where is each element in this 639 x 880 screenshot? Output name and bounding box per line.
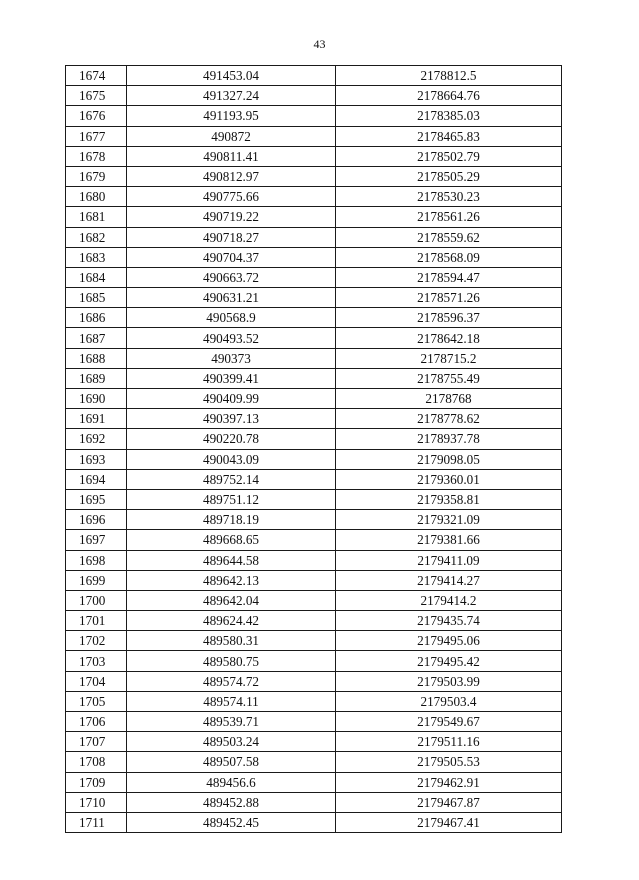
x-coordinate-cell: 489751.12 bbox=[127, 489, 336, 509]
table-row bbox=[66, 288, 562, 308]
y-coordinate-cell: 2179414.2 bbox=[336, 590, 562, 610]
x-coordinate-cell: 489452.88 bbox=[127, 792, 336, 812]
point-number-cell: 1689 bbox=[66, 368, 127, 388]
y-coordinate-cell: 2178568.09 bbox=[336, 247, 562, 267]
y-coordinate-cell: 2179098.05 bbox=[336, 449, 562, 469]
x-coordinate-cell: 490812.97 bbox=[127, 166, 336, 186]
x-coordinate-cell: 489580.75 bbox=[127, 651, 336, 671]
point-number-cell: 1675 bbox=[66, 86, 127, 106]
y-coordinate-cell: 2179511.16 bbox=[336, 732, 562, 752]
x-coordinate-cell: 490775.66 bbox=[127, 187, 336, 207]
table-row bbox=[66, 812, 562, 832]
table-row bbox=[66, 227, 562, 247]
x-coordinate-cell: 491193.95 bbox=[127, 106, 336, 126]
point-number-cell: 1698 bbox=[66, 550, 127, 570]
point-number-cell: 1681 bbox=[66, 207, 127, 227]
y-coordinate-cell: 2178505.29 bbox=[336, 166, 562, 186]
x-coordinate-cell: 489452.45 bbox=[127, 812, 336, 832]
table-row bbox=[66, 691, 562, 711]
y-coordinate-cell: 2179467.41 bbox=[336, 812, 562, 832]
table-row bbox=[66, 611, 562, 631]
y-coordinate-cell: 2179503.99 bbox=[336, 671, 562, 691]
table-row bbox=[66, 247, 562, 267]
x-coordinate-cell: 489574.72 bbox=[127, 671, 336, 691]
table-row bbox=[66, 146, 562, 166]
y-coordinate-cell: 2179467.87 bbox=[336, 792, 562, 812]
y-coordinate-cell: 2178571.26 bbox=[336, 288, 562, 308]
table-row bbox=[66, 732, 562, 752]
y-coordinate-cell: 2179549.67 bbox=[336, 712, 562, 732]
point-number-cell: 1702 bbox=[66, 631, 127, 651]
table-row bbox=[66, 671, 562, 691]
point-number-cell: 1683 bbox=[66, 247, 127, 267]
x-coordinate-cell: 491453.04 bbox=[127, 66, 336, 86]
x-coordinate-cell: 490872 bbox=[127, 126, 336, 146]
y-coordinate-cell: 2179358.81 bbox=[336, 489, 562, 509]
x-coordinate-cell: 489752.14 bbox=[127, 469, 336, 489]
x-coordinate-cell: 489503.24 bbox=[127, 732, 336, 752]
point-number-cell: 1679 bbox=[66, 166, 127, 186]
y-coordinate-cell: 2179505.53 bbox=[336, 752, 562, 772]
y-coordinate-cell: 2178559.62 bbox=[336, 227, 562, 247]
table-row bbox=[66, 207, 562, 227]
point-number-cell: 1674 bbox=[66, 66, 127, 86]
y-coordinate-cell: 2178812.5 bbox=[336, 66, 562, 86]
table-row bbox=[66, 106, 562, 126]
point-number-cell: 1704 bbox=[66, 671, 127, 691]
point-number-cell: 1694 bbox=[66, 469, 127, 489]
page-number: 43 bbox=[313, 37, 326, 51]
point-number-cell: 1677 bbox=[66, 126, 127, 146]
point-number-cell: 1695 bbox=[66, 489, 127, 509]
point-number-cell: 1678 bbox=[66, 146, 127, 166]
table-row bbox=[66, 187, 562, 207]
y-coordinate-cell: 2178502.79 bbox=[336, 146, 562, 166]
x-coordinate-cell: 490409.99 bbox=[127, 389, 336, 409]
point-number-cell: 1708 bbox=[66, 752, 127, 772]
point-number-cell: 1688 bbox=[66, 348, 127, 368]
y-coordinate-cell: 2178937.78 bbox=[336, 429, 562, 449]
table-row bbox=[66, 449, 562, 469]
point-number-cell: 1691 bbox=[66, 409, 127, 429]
x-coordinate-cell: 490397.13 bbox=[127, 409, 336, 429]
point-number-cell: 1706 bbox=[66, 712, 127, 732]
table-row bbox=[66, 510, 562, 530]
table-row bbox=[66, 631, 562, 651]
table-row bbox=[66, 328, 562, 348]
table-row bbox=[66, 590, 562, 610]
y-coordinate-cell: 2178664.76 bbox=[336, 86, 562, 106]
y-coordinate-cell: 2178385.03 bbox=[336, 106, 562, 126]
y-coordinate-cell: 2178596.37 bbox=[336, 308, 562, 328]
x-coordinate-cell: 490631.21 bbox=[127, 288, 336, 308]
table-row bbox=[66, 267, 562, 287]
x-coordinate-cell: 490718.27 bbox=[127, 227, 336, 247]
table-row bbox=[66, 530, 562, 550]
table-row bbox=[66, 86, 562, 106]
table-row bbox=[66, 368, 562, 388]
x-coordinate-cell: 490399.41 bbox=[127, 368, 336, 388]
table-row bbox=[66, 772, 562, 792]
point-number-cell: 1710 bbox=[66, 792, 127, 812]
table-row bbox=[66, 429, 562, 449]
y-coordinate-cell: 2178642.18 bbox=[336, 328, 562, 348]
x-coordinate-cell: 490043.09 bbox=[127, 449, 336, 469]
table-row bbox=[66, 489, 562, 509]
y-coordinate-cell: 2179321.09 bbox=[336, 510, 562, 530]
point-number-cell: 1682 bbox=[66, 227, 127, 247]
y-coordinate-cell: 2178778.62 bbox=[336, 409, 562, 429]
y-coordinate-cell: 2179381.66 bbox=[336, 530, 562, 550]
table-row bbox=[66, 166, 562, 186]
table-row bbox=[66, 389, 562, 409]
y-coordinate-cell: 2178594.47 bbox=[336, 267, 562, 287]
point-number-cell: 1690 bbox=[66, 389, 127, 409]
x-coordinate-cell: 490568.9 bbox=[127, 308, 336, 328]
x-coordinate-cell: 489668.65 bbox=[127, 530, 336, 550]
y-coordinate-cell: 2179360.01 bbox=[336, 469, 562, 489]
table-row bbox=[66, 126, 562, 146]
coordinates-table-body bbox=[66, 66, 562, 833]
y-coordinate-cell: 2178755.49 bbox=[336, 368, 562, 388]
point-number-cell: 1692 bbox=[66, 429, 127, 449]
x-coordinate-cell: 489644.58 bbox=[127, 550, 336, 570]
y-coordinate-cell: 2179503.4 bbox=[336, 691, 562, 711]
x-coordinate-cell: 489642.04 bbox=[127, 590, 336, 610]
y-coordinate-cell: 2179495.42 bbox=[336, 651, 562, 671]
point-number-cell: 1686 bbox=[66, 308, 127, 328]
table-row bbox=[66, 550, 562, 570]
x-coordinate-cell: 489642.13 bbox=[127, 570, 336, 590]
table-row bbox=[66, 66, 562, 86]
point-number-cell: 1707 bbox=[66, 732, 127, 752]
x-coordinate-cell: 489580.31 bbox=[127, 631, 336, 651]
point-number-cell: 1693 bbox=[66, 449, 127, 469]
y-coordinate-cell: 2179414.27 bbox=[336, 570, 562, 590]
y-coordinate-cell: 2178561.26 bbox=[336, 207, 562, 227]
point-number-cell: 1711 bbox=[66, 812, 127, 832]
x-coordinate-cell: 490493.52 bbox=[127, 328, 336, 348]
x-coordinate-cell: 490373 bbox=[127, 348, 336, 368]
point-number-cell: 1709 bbox=[66, 772, 127, 792]
y-coordinate-cell: 2178465.83 bbox=[336, 126, 562, 146]
table-row bbox=[66, 348, 562, 368]
x-coordinate-cell: 490663.72 bbox=[127, 267, 336, 287]
point-number-cell: 1687 bbox=[66, 328, 127, 348]
y-coordinate-cell: 2178768 bbox=[336, 389, 562, 409]
point-number-cell: 1696 bbox=[66, 510, 127, 530]
x-coordinate-cell: 489718.19 bbox=[127, 510, 336, 530]
table-row bbox=[66, 570, 562, 590]
table-row bbox=[66, 712, 562, 732]
point-number-cell: 1700 bbox=[66, 590, 127, 610]
table-row bbox=[66, 409, 562, 429]
table-row bbox=[66, 308, 562, 328]
x-coordinate-cell: 489539.71 bbox=[127, 712, 336, 732]
x-coordinate-cell: 489456.6 bbox=[127, 772, 336, 792]
point-number-cell: 1697 bbox=[66, 530, 127, 550]
y-coordinate-cell: 2178530.23 bbox=[336, 187, 562, 207]
y-coordinate-cell: 2179411.09 bbox=[336, 550, 562, 570]
x-coordinate-cell: 490719.22 bbox=[127, 207, 336, 227]
point-number-cell: 1676 bbox=[66, 106, 127, 126]
x-coordinate-cell: 491327.24 bbox=[127, 86, 336, 106]
table-row bbox=[66, 792, 562, 812]
x-coordinate-cell: 490704.37 bbox=[127, 247, 336, 267]
table-row bbox=[66, 752, 562, 772]
x-coordinate-cell: 489507.58 bbox=[127, 752, 336, 772]
point-number-cell: 1703 bbox=[66, 651, 127, 671]
table-row bbox=[66, 651, 562, 671]
point-number-cell: 1684 bbox=[66, 267, 127, 287]
y-coordinate-cell: 2178715.2 bbox=[336, 348, 562, 368]
x-coordinate-cell: 490811.41 bbox=[127, 146, 336, 166]
point-number-cell: 1680 bbox=[66, 187, 127, 207]
point-number-cell: 1699 bbox=[66, 570, 127, 590]
x-coordinate-cell: 489624.42 bbox=[127, 611, 336, 631]
y-coordinate-cell: 2179462.91 bbox=[336, 772, 562, 792]
x-coordinate-cell: 490220.78 bbox=[127, 429, 336, 449]
table-row bbox=[66, 469, 562, 489]
x-coordinate-cell: 489574.11 bbox=[127, 691, 336, 711]
y-coordinate-cell: 2179435.74 bbox=[336, 611, 562, 631]
point-number-cell: 1685 bbox=[66, 288, 127, 308]
y-coordinate-cell: 2179495.06 bbox=[336, 631, 562, 651]
coordinates-table bbox=[65, 65, 562, 833]
point-number-cell: 1701 bbox=[66, 611, 127, 631]
point-number-cell: 1705 bbox=[66, 691, 127, 711]
